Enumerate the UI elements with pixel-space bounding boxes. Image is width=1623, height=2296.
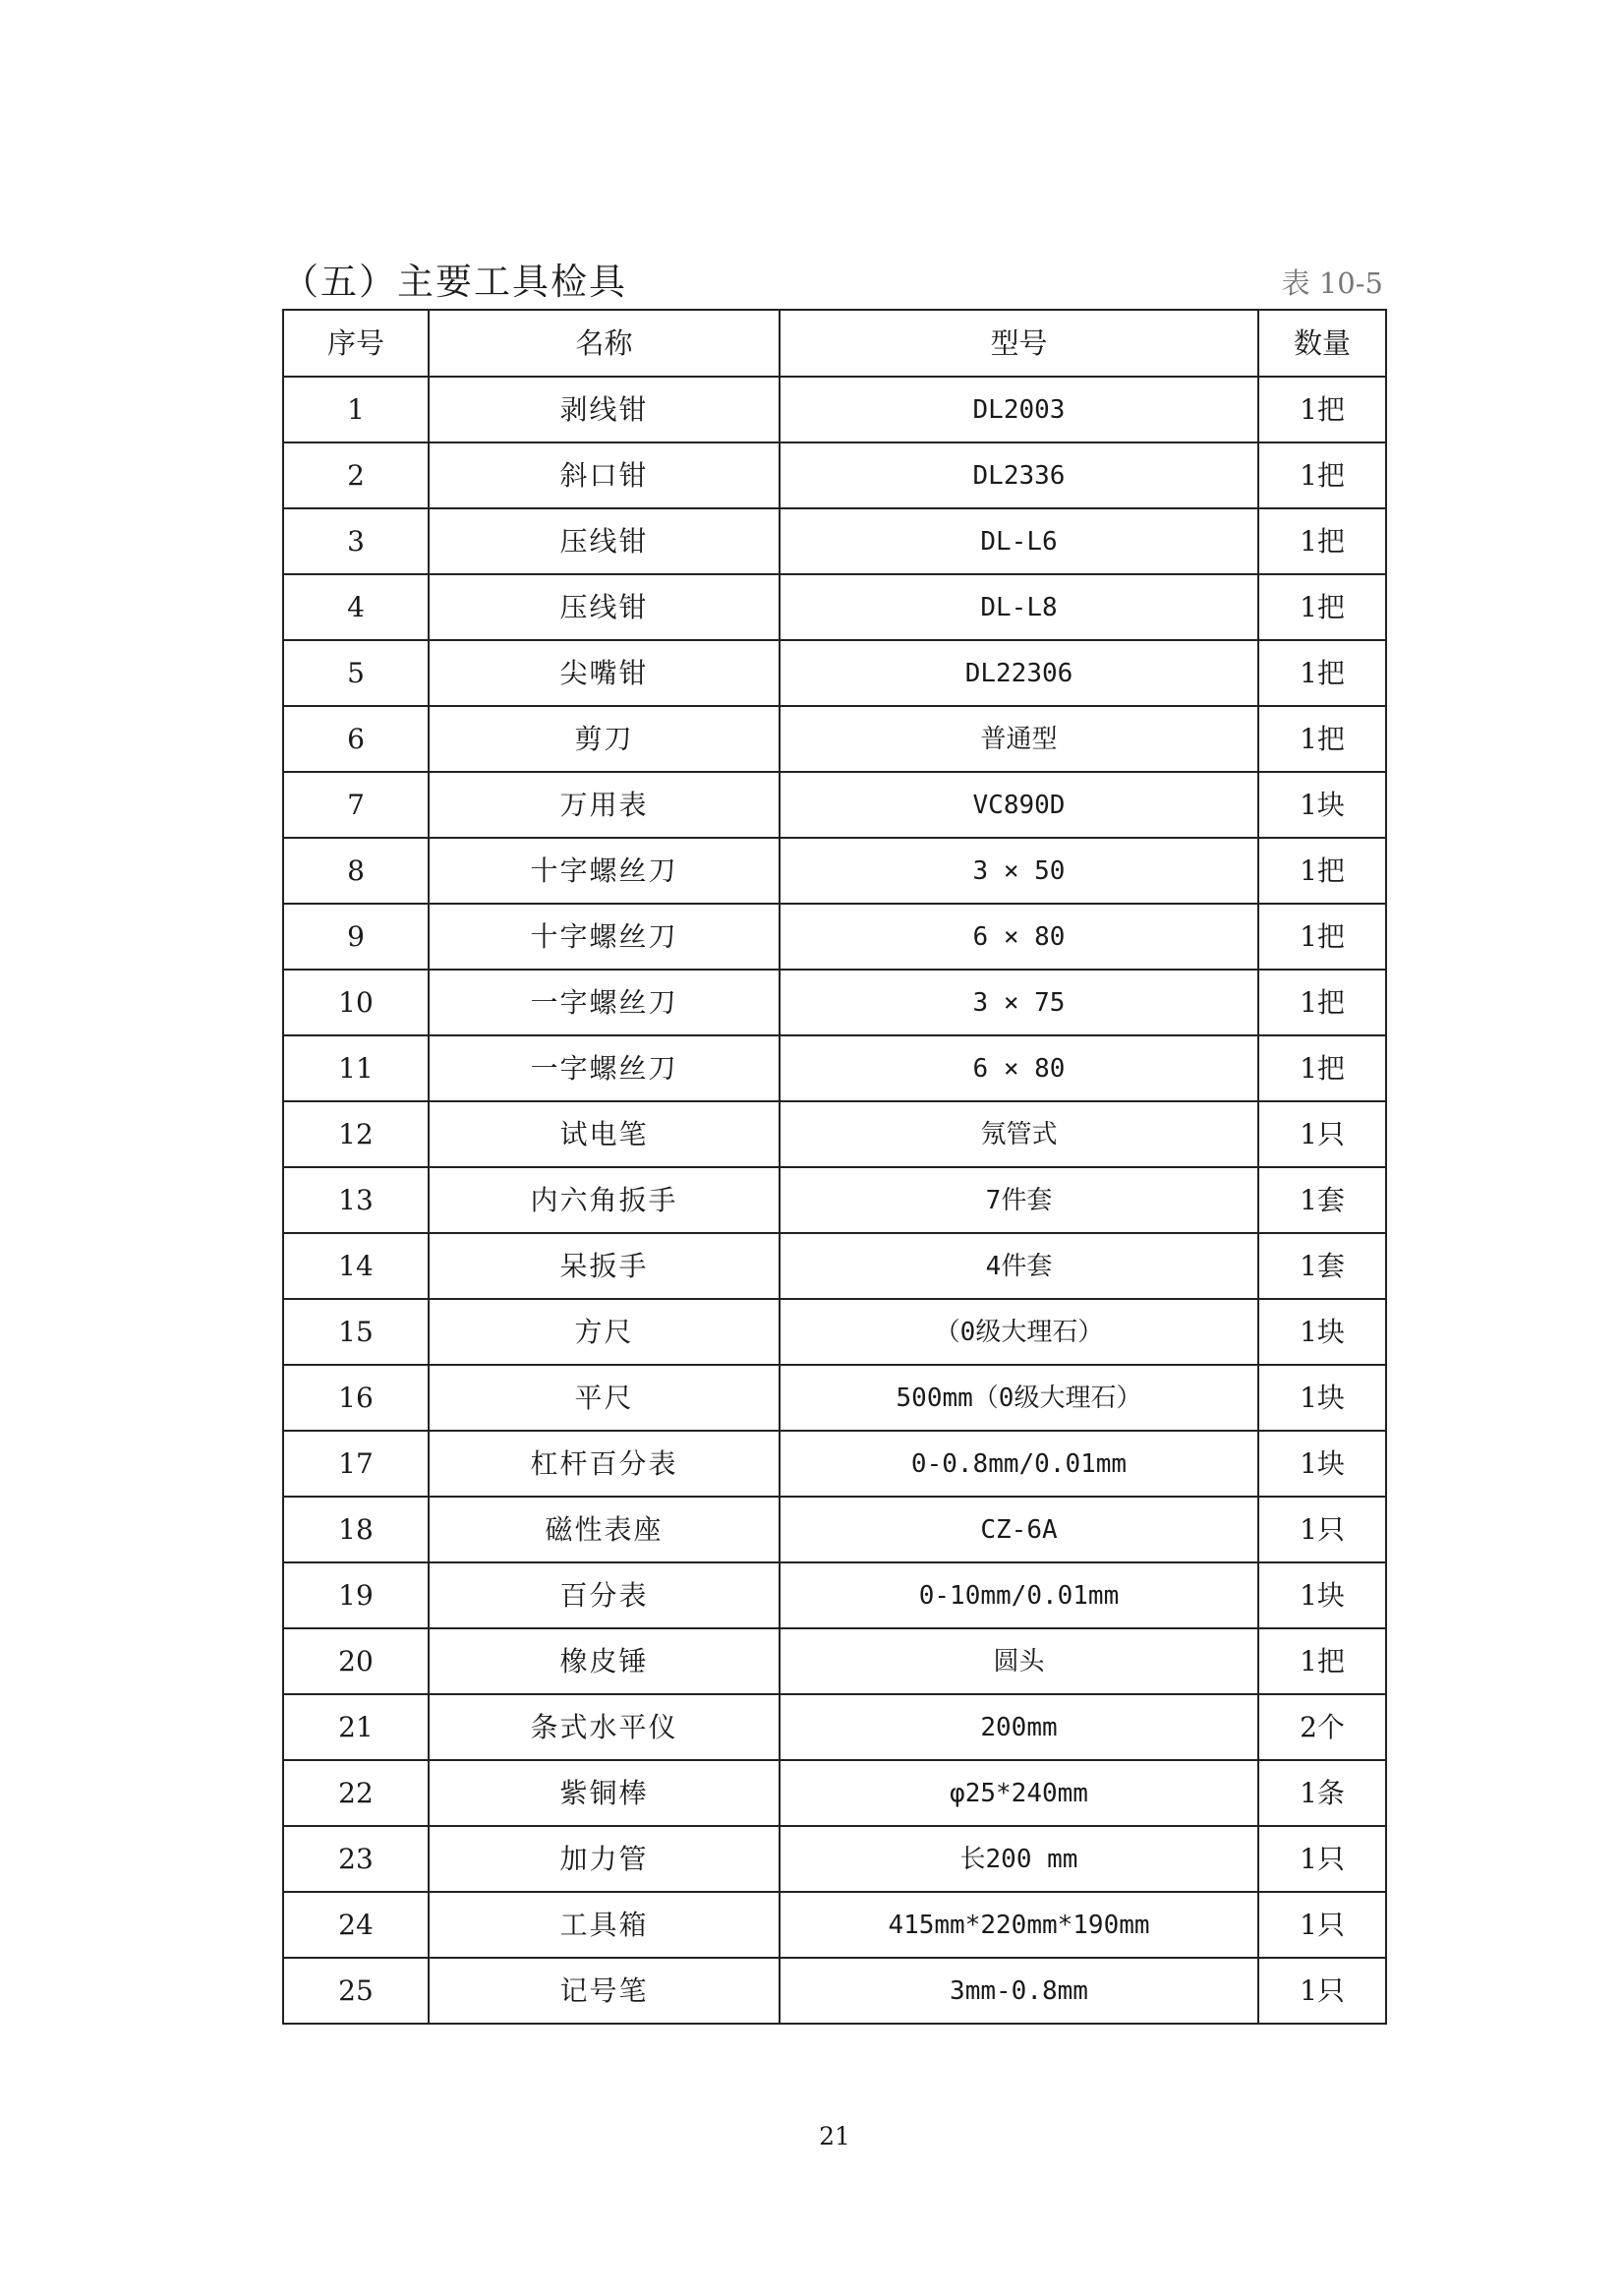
cell-serial-number: 25	[283, 1958, 429, 2024]
cell-serial-number: 10	[283, 970, 429, 1035]
cell-name: 平尺	[429, 1365, 780, 1431]
cell-name: 一字螺丝刀	[429, 1035, 780, 1101]
table-row	[283, 838, 1386, 904]
cell-model: 3 × 75	[780, 970, 1258, 1035]
cell-serial-number: 19	[283, 1562, 429, 1628]
table-row	[283, 1101, 1386, 1167]
cell-quantity: 1把	[1258, 640, 1386, 706]
cell-name: 十字螺丝刀	[429, 838, 780, 904]
cell-name: 记号笔	[429, 1958, 780, 2024]
table-row	[283, 1694, 1386, 1760]
cell-model: 0-10mm/0.01mm	[780, 1562, 1258, 1628]
cell-quantity: 1套	[1258, 1167, 1386, 1233]
cell-serial-number: 24	[283, 1892, 429, 1958]
cell-quantity: 1套	[1258, 1233, 1386, 1299]
table-row	[283, 508, 1386, 574]
table-row	[283, 377, 1386, 442]
cell-serial-number: 7	[283, 772, 429, 838]
cell-model: 普通型	[780, 706, 1258, 772]
cell-name: 一字螺丝刀	[429, 970, 780, 1035]
cell-quantity: 1只	[1258, 1958, 1386, 2024]
section-title: （五）主要工具检具	[282, 261, 627, 303]
cell-name: 呆扳手	[429, 1233, 780, 1299]
cell-name: 百分表	[429, 1562, 780, 1628]
table-row	[283, 1760, 1386, 1826]
cell-serial-number: 2	[283, 442, 429, 508]
cell-quantity: 1把	[1258, 574, 1386, 640]
cell-serial-number: 22	[283, 1760, 429, 1826]
table-row	[283, 1497, 1386, 1562]
table-row	[283, 1299, 1386, 1365]
table-row	[283, 574, 1386, 640]
cell-model: 6 × 80	[780, 904, 1258, 970]
table-row	[283, 1431, 1386, 1497]
cell-serial-number: 1	[283, 377, 429, 442]
cell-name: 斜口钳	[429, 442, 780, 508]
cell-serial-number: 11	[283, 1035, 429, 1101]
cell-quantity: 1只	[1258, 1892, 1386, 1958]
cell-name: 方尺	[429, 1299, 780, 1365]
header-quantity: 数量	[1258, 310, 1386, 377]
cell-model: 6 × 80	[780, 1035, 1258, 1101]
cell-quantity: 1块	[1258, 1431, 1386, 1497]
cell-model: 0-0.8mm/0.01mm	[780, 1431, 1258, 1497]
cell-name: 压线钳	[429, 574, 780, 640]
cell-quantity: 1把	[1258, 970, 1386, 1035]
cell-model: 3 × 50	[780, 838, 1258, 904]
cell-serial-number: 13	[283, 1167, 429, 1233]
table-row	[283, 904, 1386, 970]
cell-serial-number: 12	[283, 1101, 429, 1167]
table-row	[283, 772, 1386, 838]
table-row	[283, 442, 1386, 508]
cell-name: 万用表	[429, 772, 780, 838]
cell-serial-number: 23	[283, 1826, 429, 1892]
cell-quantity: 1只	[1258, 1826, 1386, 1892]
cell-quantity: 2个	[1258, 1694, 1386, 1760]
cell-name: 磁性表座	[429, 1497, 780, 1562]
cell-model: DL22306	[780, 640, 1258, 706]
header-serial-number: 序号	[283, 310, 429, 377]
cell-serial-number: 6	[283, 706, 429, 772]
tools-table	[282, 309, 1387, 2025]
cell-quantity: 1只	[1258, 1497, 1386, 1562]
cell-serial-number: 9	[283, 904, 429, 970]
cell-quantity: 1把	[1258, 1035, 1386, 1101]
cell-quantity: 1只	[1258, 1101, 1386, 1167]
cell-model: VC890D	[780, 772, 1258, 838]
cell-name: 剪刀	[429, 706, 780, 772]
header-model: 型号	[780, 310, 1258, 377]
cell-quantity: 1把	[1258, 508, 1386, 574]
cell-serial-number: 21	[283, 1694, 429, 1760]
table-number-label: 表 10-5	[1281, 266, 1383, 300]
table-row	[283, 1365, 1386, 1431]
cell-serial-number: 18	[283, 1497, 429, 1562]
cell-name: 条式水平仪	[429, 1694, 780, 1760]
table-row	[283, 1958, 1386, 2024]
table-row	[283, 1035, 1386, 1101]
cell-name: 十字螺丝刀	[429, 904, 780, 970]
cell-model: 200mm	[780, 1694, 1258, 1760]
cell-serial-number: 3	[283, 508, 429, 574]
cell-model: 3mm-0.8mm	[780, 1958, 1258, 2024]
table-row	[283, 1233, 1386, 1299]
table-row	[283, 1562, 1386, 1628]
cell-quantity: 1把	[1258, 838, 1386, 904]
cell-name: 杠杆百分表	[429, 1431, 780, 1497]
header-name: 名称	[429, 310, 780, 377]
cell-model: 圆头	[780, 1628, 1258, 1694]
cell-model: 长200 mm	[780, 1826, 1258, 1892]
cell-model: 7件套	[780, 1167, 1258, 1233]
cell-name: 内六角扳手	[429, 1167, 780, 1233]
table-row	[283, 640, 1386, 706]
cell-model: 氖管式	[780, 1101, 1258, 1167]
cell-model: 4件套	[780, 1233, 1258, 1299]
cell-serial-number: 16	[283, 1365, 429, 1431]
cell-serial-number: 4	[283, 574, 429, 640]
cell-model: （0级大理石）	[780, 1299, 1258, 1365]
cell-model: φ25*240mm	[780, 1760, 1258, 1826]
cell-name: 试电笔	[429, 1101, 780, 1167]
cell-quantity: 1块	[1258, 1299, 1386, 1365]
table-row	[283, 970, 1386, 1035]
cell-name: 工具箱	[429, 1892, 780, 1958]
page-number: 21	[819, 2122, 850, 2150]
cell-quantity: 1条	[1258, 1760, 1386, 1826]
cell-model: 500mm（0级大理石）	[780, 1365, 1258, 1431]
cell-quantity: 1把	[1258, 1628, 1386, 1694]
table-row	[283, 1167, 1386, 1233]
cell-name: 加力管	[429, 1826, 780, 1892]
cell-quantity: 1块	[1258, 772, 1386, 838]
cell-name: 尖嘴钳	[429, 640, 780, 706]
cell-name: 压线钳	[429, 508, 780, 574]
table-row	[283, 1628, 1386, 1694]
cell-serial-number: 20	[283, 1628, 429, 1694]
cell-serial-number: 17	[283, 1431, 429, 1497]
cell-model: DL-L6	[780, 508, 1258, 574]
cell-serial-number: 14	[283, 1233, 429, 1299]
cell-serial-number: 5	[283, 640, 429, 706]
table-row	[283, 706, 1386, 772]
cell-model: DL-L8	[780, 574, 1258, 640]
cell-name: 橡皮锤	[429, 1628, 780, 1694]
table-row	[283, 1826, 1386, 1892]
cell-model: CZ-6A	[780, 1497, 1258, 1562]
cell-quantity: 1块	[1258, 1365, 1386, 1431]
cell-model: 415mm*220mm*190mm	[780, 1892, 1258, 1958]
table-header-row	[283, 310, 1386, 377]
cell-quantity: 1块	[1258, 1562, 1386, 1628]
cell-quantity: 1把	[1258, 706, 1386, 772]
cell-serial-number: 15	[283, 1299, 429, 1365]
cell-serial-number: 8	[283, 838, 429, 904]
cell-model: DL2336	[780, 442, 1258, 508]
cell-model: DL2003	[780, 377, 1258, 442]
cell-quantity: 1把	[1258, 377, 1386, 442]
cell-quantity: 1把	[1258, 442, 1386, 508]
table-row	[283, 1892, 1386, 1958]
cell-name: 紫铜棒	[429, 1760, 780, 1826]
cell-quantity: 1把	[1258, 904, 1386, 970]
cell-name: 剥线钳	[429, 377, 780, 442]
